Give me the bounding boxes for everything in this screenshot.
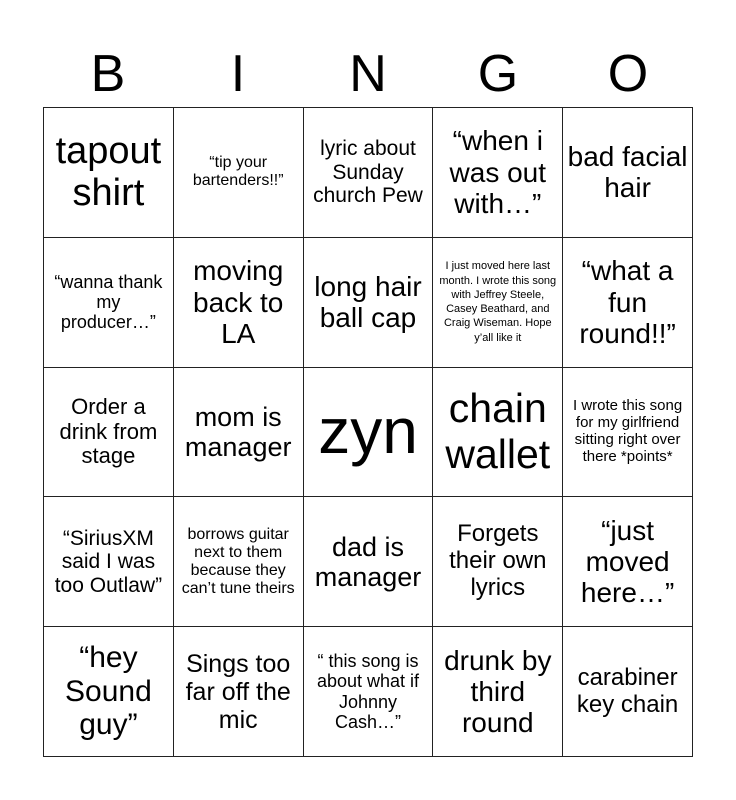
bingo-cell[interactable] [563,108,693,238]
bingo-cell[interactable] [563,627,693,757]
bingo-cell[interactable] [174,627,304,757]
bingo-cell[interactable] [44,108,174,238]
cell-text: Sings too far off the mic [185,649,291,734]
bingo-cell[interactable] [304,238,434,368]
cell-text: I wrote this song for my girlfriend sitting right over there *points* [572,397,683,465]
bingo-header [43,42,693,106]
header-letter-o: O [607,45,649,103]
cell-text: “ this song is about what if Johnny Cash…” [316,651,420,732]
bingo-cell[interactable] [433,627,563,757]
bingo-cell[interactable] [304,108,434,238]
cell-text: long hair ball cap [314,270,422,334]
header-letter-i: I [230,45,246,103]
cell-text: bad facial hair [567,141,688,204]
cell-text: tapout shirt [55,129,162,215]
bingo-cell[interactable] [174,368,304,498]
bingo-cell[interactable] [433,108,563,238]
cell-text: chain wallet [445,385,551,477]
header-letter-n: N [349,45,387,103]
cell-text: zyn [318,395,418,468]
bingo-cell[interactable] [174,108,304,238]
bingo-cell[interactable] [433,497,563,627]
cell-text: I just moved here last month. I wrote this song with Jeffrey Steele, Casey Beathard, and Craig Wiseman. Hope y’all like it [439,260,557,344]
cell-text: “just moved here…” [580,514,675,609]
cell-text: “tip your bartenders!!” [192,154,284,190]
cell-text: Forgets their own lyrics [449,520,547,602]
bingo-cell[interactable] [304,627,434,757]
bingo-cell[interactable] [433,238,563,368]
bingo-cell[interactable] [44,368,174,498]
bingo-cell[interactable] [44,627,174,757]
bingo-cell[interactable] [563,497,693,627]
cell-text: “SiriusXM said I was too Outlaw” [54,526,163,597]
header-letter-b: B [90,45,126,103]
bingo-cell[interactable] [563,368,693,498]
bingo-cell[interactable] [174,497,304,627]
bingo-cell[interactable] [433,368,563,498]
cell-text: moving back to LA [193,255,284,349]
bingo-cell[interactable] [174,238,304,368]
bingo-cell[interactable] [44,238,174,368]
cell-text: mom is manager [184,401,292,462]
bingo-board [43,107,693,757]
cell-text: “when i was out with…” [449,125,547,220]
cell-text: dad is manager [314,531,422,592]
cell-text: “wanna thank my producer…” [54,271,163,333]
cell-text: “what a fun round!!” [579,255,676,349]
bingo-cell[interactable] [563,238,693,368]
cell-text: drunk by third round [444,644,552,739]
cell-text: lyric about Sunday church Pew [313,137,423,208]
bingo-cell[interactable] [44,497,174,627]
cell-text: carabiner key chain [576,663,679,718]
cell-text: “hey Sound guy” [65,641,152,742]
header-letter-g: G [477,45,519,103]
cell-text: Order a drink from stage [59,394,158,469]
bingo-cell-free[interactable] [304,368,434,498]
bingo-cell[interactable] [304,497,434,627]
cell-text: borrows guitar next to them because they can’t tune theirs [181,525,295,597]
